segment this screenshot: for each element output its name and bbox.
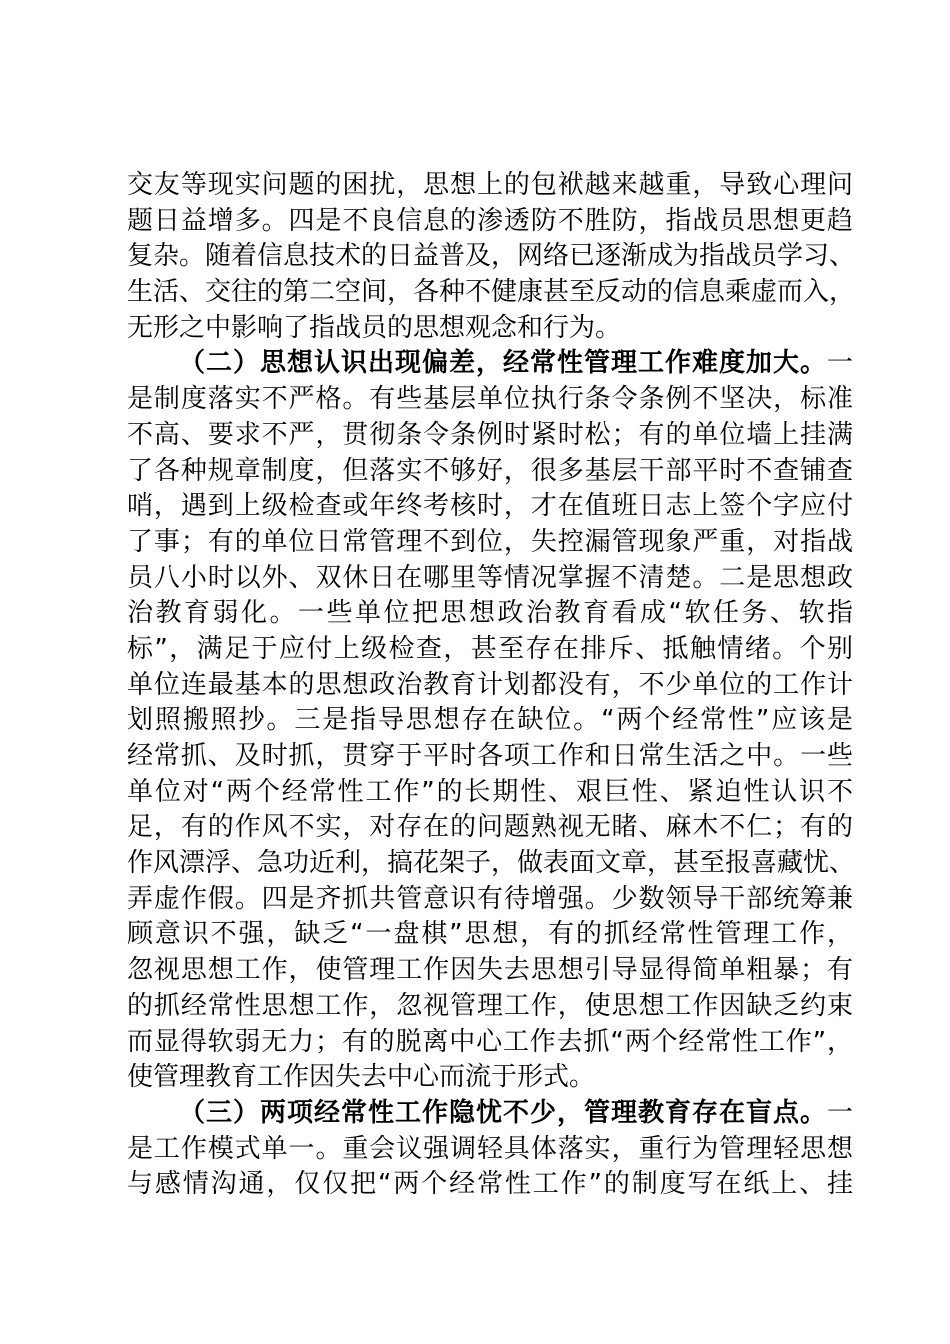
text-line: 划照搬照抄。三是指导思想存在缺位。“两个经常性”应该是 <box>127 705 853 736</box>
text-line: 作风漂浮、急功近利，搞花架子，做表面文章，甚至报喜藏忧、 <box>127 848 856 879</box>
section-heading: （二）思想认识出现偏差，经常性管理工作难度加大。 <box>179 348 827 379</box>
text-line: 使管理教育工作因失去中心而流于形式。 <box>127 1062 596 1093</box>
text-line: 而显得软弱无力；有的脱离中心工作去抓“两个经常性工作”， <box>127 1026 853 1057</box>
text-line: 哨，遇到上级检查或年终考核时，才在值班日志上签个字应付 <box>127 491 853 522</box>
text-line: 顾意识不强，缺乏“一盘棋”思想，有的抓经常性管理工作， <box>127 919 853 950</box>
text-line: 生活、交往的第二空间，各种不健康甚至反动的信息乘虚而入， <box>127 277 856 308</box>
text-fragment: 一 <box>826 348 853 379</box>
text-line: 忽视思想工作，使管理工作因失去思想引导显得简单粗暴；有 <box>127 955 853 986</box>
text-line: 了各种规章制度，但落实不够好，很多基层干部平时不查铺查 <box>127 455 853 486</box>
text-line: 单位连最基本的思想政治教育计划都没有，不少单位的工作计 <box>127 669 853 700</box>
text-line: 无形之中影响了指战员的思想观念和行为。 <box>127 312 622 343</box>
body-text <box>127 168 856 1203</box>
text-line: 不高、要求不严，贯彻条令条例时紧时松；有的单位墙上挂满 <box>127 419 853 450</box>
text-line: 与感情沟通，仅仅把“两个经常性工作”的制度写在纸上、挂 <box>127 1169 853 1200</box>
text-line: 的抓经常性思想工作，忽视管理工作，使思想工作因缺乏约束 <box>127 990 853 1021</box>
text-fragment: 一 <box>826 1097 853 1128</box>
text-line: 单位对“两个经常性工作”的长期性、艰巨性、紧迫性认识不 <box>127 776 853 807</box>
text-line: 题日益增多。四是不良信息的渗透防不胜防，指战员思想更趋 <box>127 205 853 236</box>
section-heading-line <box>127 1096 853 1132</box>
text-line: 交友等现实问题的困扰，思想上的包袱越来越重，导致心理问 <box>127 170 853 200</box>
text-line: 足，有的作风不实，对存在的问题熟视无睹、麻木不仁；有的 <box>127 812 853 843</box>
text-line: 是工作模式单一。重会议强调轻具体落实，重行为管理轻思想 <box>127 1133 853 1164</box>
text-line: 复杂。随着信息技术的日益普及，网络已逐渐成为指战员学习、 <box>127 241 856 272</box>
text-line: 经常抓、及时抓，贯穿于平时各项工作和日常生活之中。一些 <box>127 741 853 771</box>
text-line: 了事；有的单位日常管理不到位，失控漏管现象严重，对指战 <box>127 526 853 557</box>
section-heading: （三）两项经常性工作隐忧不少，管理教育存在盲点。 <box>179 1097 827 1128</box>
text-line: 治教育弱化。一些单位把思想政治教育看成“软任务、软指 <box>127 598 853 629</box>
text-line: 弄虚作假。四是齐抓共管意识有待增强。少数领导干部统筹兼 <box>127 883 853 914</box>
text-line: 员八小时以外、双休日在哪里等情况掌握不清楚。二是思想政 <box>127 562 853 593</box>
text-line: 是制度落实不严格。有些基层单位执行条令条例不坚决，标准 <box>127 384 853 415</box>
section-heading-line <box>127 346 853 382</box>
text-line: 标”，满足于应付上级检查，甚至存在排斥、抵触情绪。个别 <box>127 633 853 664</box>
